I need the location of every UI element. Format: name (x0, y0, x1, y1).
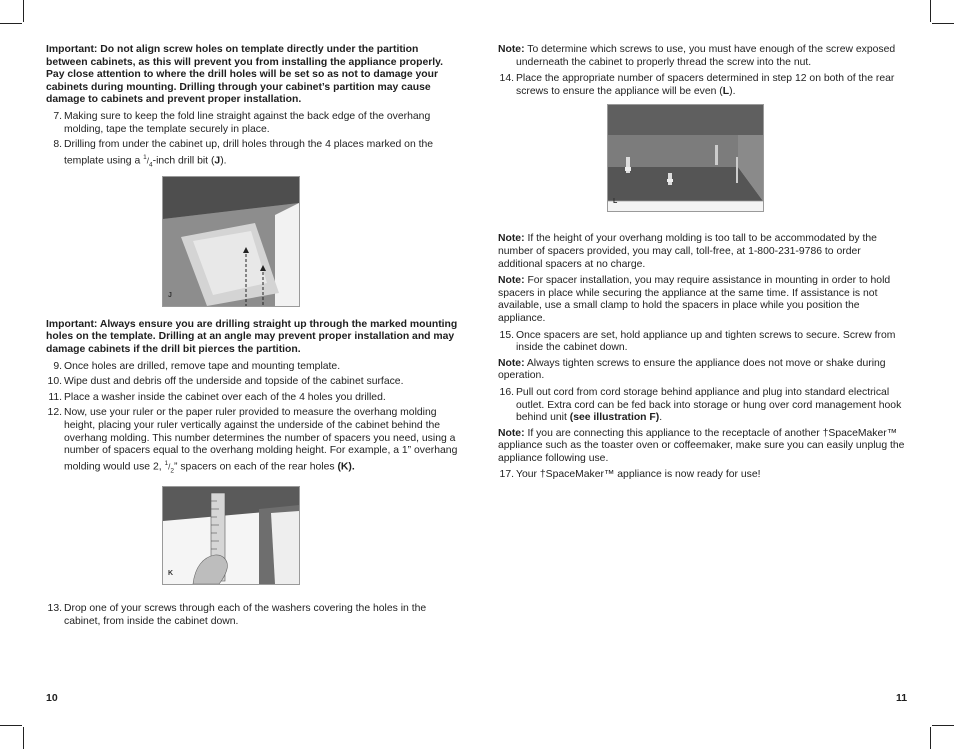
drilling-illustration (163, 177, 299, 306)
step-17 (498, 469, 906, 482)
step-text: Drop one of your screws through each of the washers covering the holes in the cabinet, from inside the cabinet down. (64, 602, 427, 627)
step-number: 14. (499, 73, 514, 85)
step-16 (498, 387, 906, 425)
step-number: 11. (48, 391, 62, 403)
left-page (46, 44, 458, 631)
step-13 (46, 603, 458, 628)
measuring-illustration (163, 487, 299, 584)
spacers-illustration (608, 105, 763, 211)
crop-mark (23, 727, 24, 749)
step-text: Now, use your ruler or the paper ruler provided to measure the overhang molding height, placing your ruler vertically against the underside of the cabinet behind the overhang molding. This number determines the number of spacers you need, using a number of spacers equal to the overhang molding height. For example, a 1” overhang molding would use 2, (64, 407, 458, 473)
step-10 (46, 376, 458, 389)
crop-mark (930, 0, 931, 22)
crop-mark (0, 23, 22, 24)
note-text: To determine which screws to use, you must have enough of the screw exposed underneath the cabinet to properly thread the screw into the nut. (516, 44, 896, 68)
note-tighten (498, 358, 906, 383)
fraction-numerator: 1 (164, 459, 169, 467)
step-number: 16. (499, 386, 514, 398)
fraction-denominator: 2 (170, 467, 174, 475)
important-notice-drilling: Important: Always ensure you are drilling straight up through the marked mounting holes on the template. Drilling at an angle may prevent proper installation and may damage cabinets if the drill bit pierces the partition. (46, 318, 458, 356)
step-9 (46, 361, 458, 374)
figure-ref-l: L (722, 85, 730, 97)
figure-j-drilling (162, 176, 300, 307)
crop-mark (930, 727, 931, 749)
note-spacer-installation (498, 275, 906, 325)
note-text: Always tighten screws to ensure the appliance does not move or shake during operation. (498, 357, 886, 382)
step-12: 12. Now, use your ruler or the paper ruler provided to measure the overhang molding height, placing your ruler vertically against the underside of the cabinet behind the overhang molding. This number determines the number of spacers you need, using a number of spacers equal to the overhang molding height. For example, a 1” overhang molding would use 2, $^1/_2$” spacers on each of the rear holes (K). (46, 407, 458, 478)
steps-list-14 (498, 73, 906, 98)
figure-ref-k: (K). (337, 461, 355, 473)
step-text: -inch drill bit ( (152, 155, 215, 167)
step-number: 15. (499, 329, 514, 341)
step-15 (498, 330, 906, 355)
step-number: 9. (53, 360, 62, 372)
step-number: 10. (47, 376, 62, 388)
figure-label: J (168, 292, 172, 300)
step-text: Place a washer inside the cabinet over each of the 4 holes you drilled. (64, 391, 386, 403)
step-7 (46, 111, 458, 136)
important-notice-template: Important: Do not align screw holes on template directly under the partition between cabinets, as this will prevent you from installing the appliance properly. Pay close attention to where the drill holes will be set so as not to damage your cabinets during mounting. Drilling through your cabinet’s partition may cause damage to cabinets and prevent proper installation. (46, 44, 444, 106)
page-number-left: 10 (46, 692, 58, 704)
figure-label: K (168, 570, 174, 578)
note-screws (498, 44, 906, 69)
right-page (498, 44, 906, 485)
step-number: 17. (499, 469, 514, 481)
step-text: ). (729, 85, 736, 97)
fraction-denominator: 4 (149, 161, 153, 169)
steps-list-17 (498, 469, 906, 482)
step-number: 8. (53, 139, 62, 151)
step-14 (498, 73, 906, 98)
step-text: Once holes are drilled, remove tape and mounting template. (64, 360, 341, 372)
figure-l-spacers (607, 104, 764, 212)
fraction-numerator: 1 (143, 153, 147, 161)
figure-ref-j: J (214, 155, 221, 167)
step-11 (46, 392, 458, 405)
step-text: Pull out cord from cord storage behind appliance and plug into standard electrical outlet. Extra cord can be fed back into storage or hung over cord management hook behind unit (516, 386, 902, 424)
step-number: 7. (53, 110, 62, 122)
step-text: Making sure to keep the fold line straight against the back edge of the overhang molding, tape the template securely in place. (64, 110, 431, 135)
steps-list-16 (498, 387, 906, 425)
step-text: Drilling from under the cabinet up, drill holes through the 4 places marked on the template using a (64, 139, 434, 167)
page-number-right: 11 (896, 692, 908, 704)
steps-list-7-8 (46, 111, 458, 172)
note-label: Note: (498, 44, 525, 55)
step-text: Wipe dust and debris off the underside and topside of the cabinet surface. (64, 376, 404, 388)
steps-list-15 (498, 330, 906, 355)
crop-mark (932, 23, 954, 24)
step-text: ” spacers on each of the rear holes (174, 461, 338, 473)
figure-k-measuring (162, 486, 300, 585)
note-label: Note: (498, 275, 525, 287)
crop-mark (932, 725, 954, 726)
step-number: 13. (47, 602, 62, 614)
step-8: 8. Drilling from under the cabinet up, drill holes through the 4 places marked on the template using a $^1/_4$-inch drill bit (J). (46, 139, 458, 172)
crop-mark (23, 0, 24, 22)
step-text: ). (220, 155, 227, 167)
steps-list-9-12 (46, 361, 458, 478)
step-text: Once spacers are set, hold appliance up and tighten screws to secure. Screw from inside the cabinet down. (516, 329, 896, 354)
note-label: Note: (498, 427, 525, 439)
step-text: Your †SpaceMaker™ appliance is now ready for use! (516, 469, 761, 481)
note-label: Note: (498, 233, 525, 245)
figure-label: L (613, 197, 618, 205)
note-connecting (498, 428, 906, 466)
illustration-ref-f: (see illustration F) (569, 412, 660, 424)
note-spacers-order (498, 233, 906, 271)
note-text: For spacer installation, you may require assistance in mounting in order to hold spacers in place while securing the appliance at the same time. If assistance is not available, use a small clamp to hold the spacers in place while you position the appliance. (498, 275, 891, 324)
step-text: . (659, 412, 663, 424)
step-text: Place the appropriate number of spacers determined in step 12 on both of the rear screws to ensure the appliance will be even ( (516, 73, 895, 97)
steps-list-13 (46, 603, 458, 628)
note-text: If the height of your overhang molding is too tall to be accommodated by the number of spacers provided, you may call, toll-free, at 1-800-231-9786 to order additional spacers at no charge. (498, 233, 877, 270)
crop-mark (0, 725, 22, 726)
step-number: 12. (47, 407, 62, 419)
note-text: If you are connecting this appliance to the receptacle of another †SpaceMaker™ appliance such as the toaster oven or coffeemaker, make sure you can easily unplug the appliance following use. (498, 427, 905, 464)
note-label: Note: (498, 357, 525, 369)
